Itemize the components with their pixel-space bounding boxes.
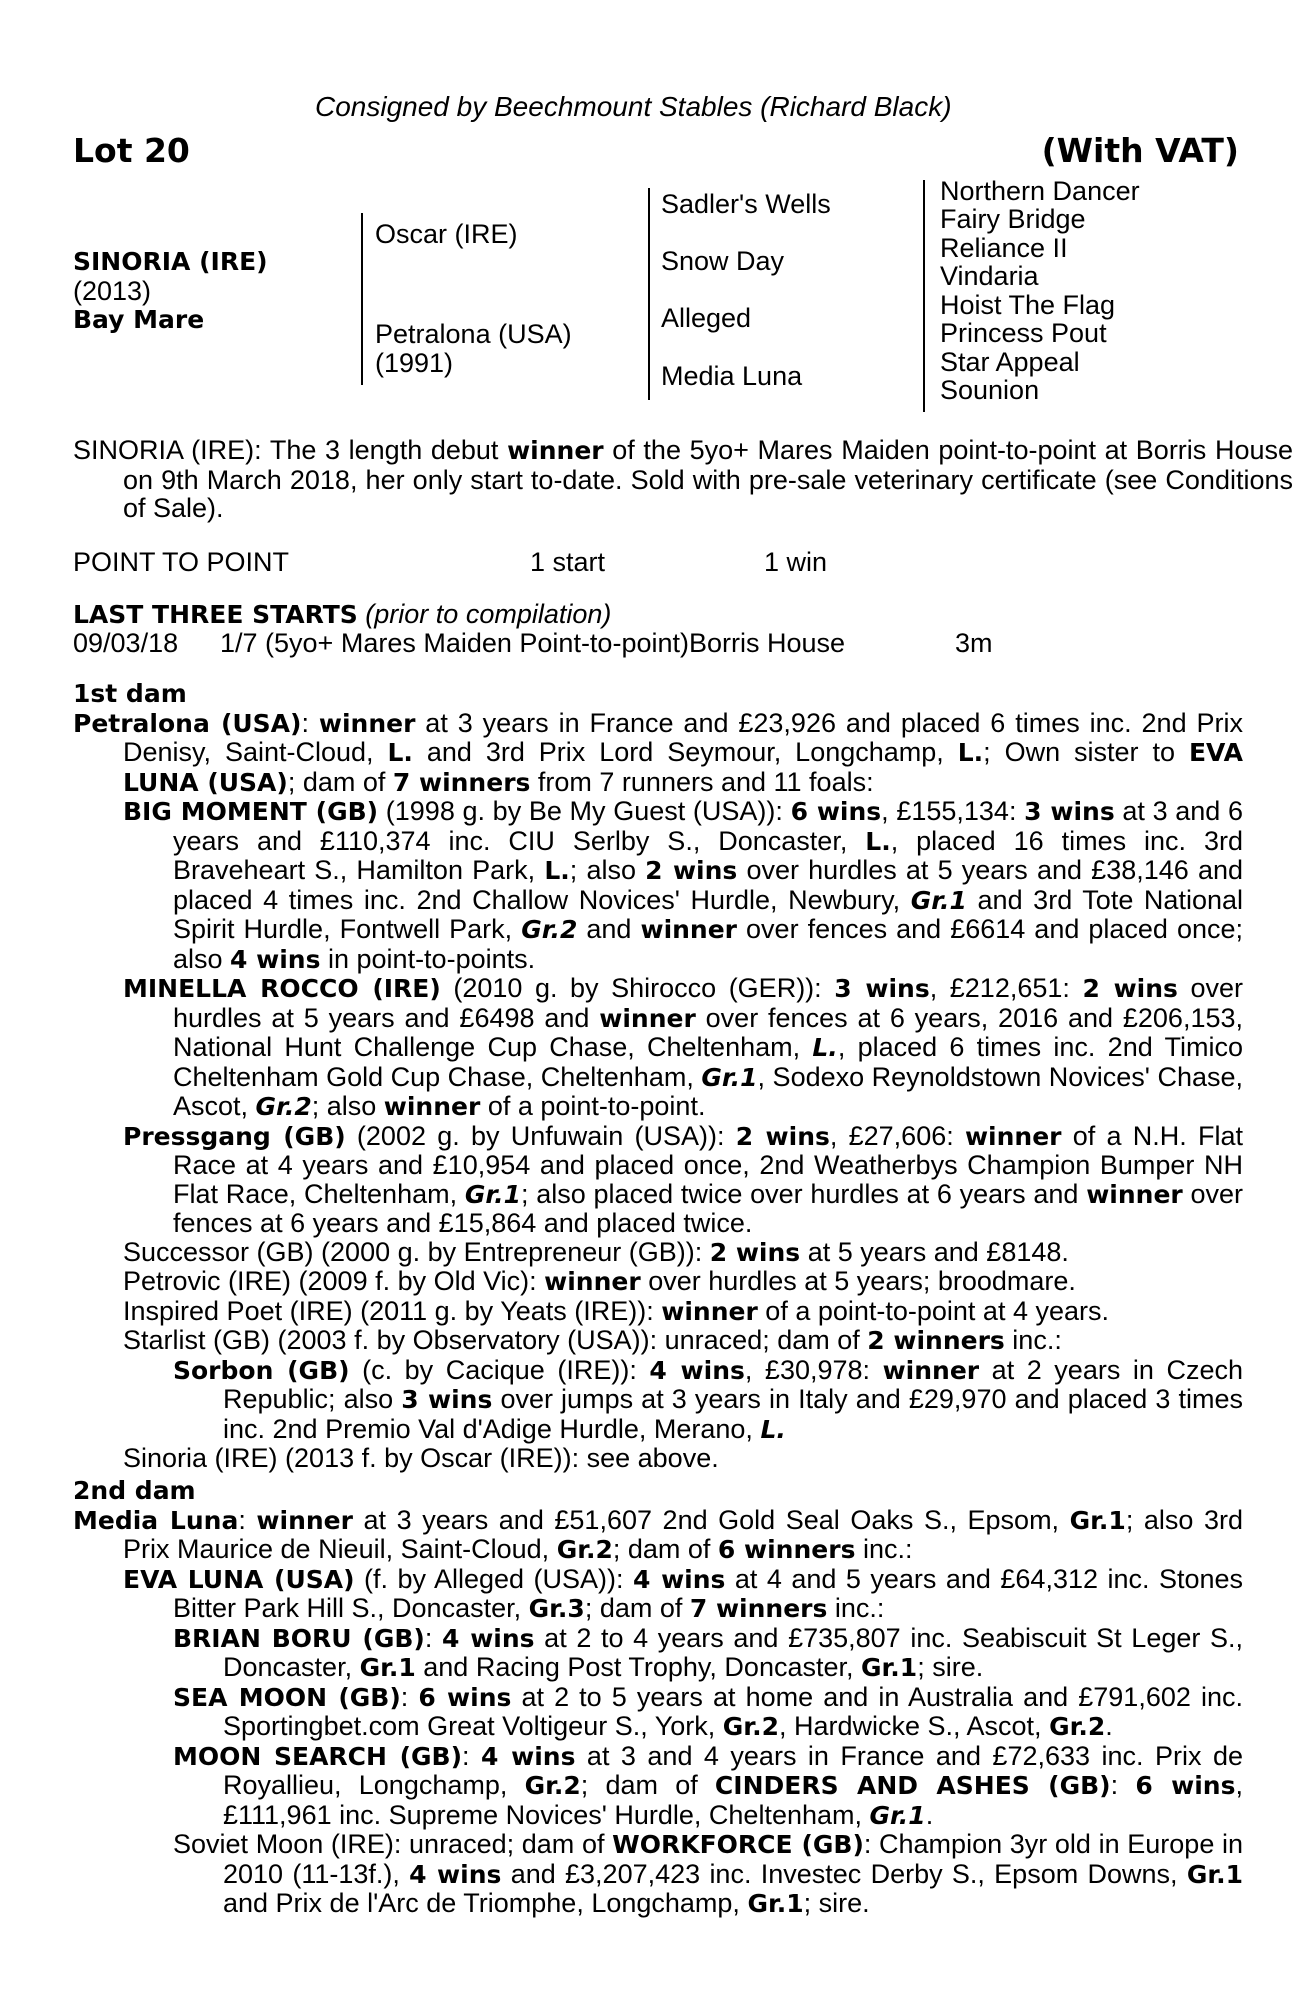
produce-starlist: Starlist (GB) (2003 f. by Observatory (USA)): unraced; dam of 2 winners inc.: bbox=[123, 1325, 1062, 1355]
horse-name: SINORIA (IRE) bbox=[73, 247, 268, 276]
pedigree-gen4-4: Vindaria bbox=[940, 261, 1039, 291]
produce-sorbon: Sorbon (GB) (c. by Cacique (IRE)): 4 wins, £30,978: winner at 2 years in Czech Republic; also 3 wins over jumps at 3 years in Italy and £29,970 and placed 3 times inc. 2nd Premio Val d'Adige Hurdle, Merano, L. bbox=[173, 1354, 1243, 1444]
lot-number: Lot 20 bbox=[73, 131, 190, 170]
vat-label: (With VAT) bbox=[1041, 131, 1239, 170]
produce-moon-search: MOON SEARCH (GB): 4 wins at 3 and 4 years in France and £72,633 inc. Prix de Royallieu, Longchamp, Gr.2; dam of CINDERS AND ASHES (GB): 6 wins, £111,961 inc. Supreme Novices' Hurdle, Cheltenham, Gr.1. bbox=[173, 1740, 1243, 1830]
produce-successor: Successor (GB) (2000 g. by Entrepreneur (GB)): 2 wins at 5 years and £8148. bbox=[123, 1236, 1069, 1267]
first-dam-entry: Petralona (USA): winner at 3 years in France and £23,926 and placed 6 times inc. 2nd Prix Denisy, Saint-Cloud, L. and 3rd Prix Lord Seymour, Longchamp, L.; Own sister to EVA LUNA (USA); dam of 7 winners from 7 runners and 11 foals: bbox=[73, 707, 1244, 797]
pedigree-gen4-8: Sounion bbox=[940, 375, 1040, 405]
pedigree-gen4-5: Hoist The Flag bbox=[940, 290, 1116, 320]
first-dam-section bbox=[73, 680, 1243, 1473]
pedigree-divider-1 bbox=[361, 213, 363, 385]
produce-petrovic: Petrovic (IRE) (2009 f. by Old Vic): winner over hurdles at 5 years; broodmare. bbox=[123, 1266, 1076, 1296]
pedigree-gen3-3: Alleged bbox=[661, 303, 752, 333]
last-three-heading: LAST THREE STARTS (prior to compilation) bbox=[73, 599, 612, 629]
record-label: POINT TO POINT bbox=[73, 547, 290, 577]
pedigree-dam-year: (1991) bbox=[375, 348, 454, 378]
produce-pressgang: Pressgang (GB) (2002 g. by Unfuwain (USA)): 2 wins, £27,606: winner of a N.H. Flat Race at 4 years and £10,954 and placed once, 2nd Weatherbys Champion Bumper NH Flat Race, Cheltenham, Gr.1; also placed twice over hurdles at 6 years and winner over fences at 6 years and £15,864 and placed twice. bbox=[123, 1120, 1243, 1238]
second-dam-section bbox=[73, 1477, 1243, 1919]
last-start-distance: 3m bbox=[955, 628, 993, 658]
produce-minella-rocco: MINELLA ROCCO (IRE) (2010 g. by Shirocco (GER)): 3 wins, £212,651: 2 wins over hurdles at 5 years and £6498 and winner over fences at 6 years, 2016 and £206,153, National Hunt Challenge Cup Chase, Cheltenham, L., placed 6 times inc. 2nd Timico Cheltenham Gold Cup Chase, Cheltenham, Gr.1, Sodexo Reynoldstown Novices' Chase, Ascot, Gr.2; also winner of a point-to-point. bbox=[123, 973, 1244, 1121]
pedigree-gen4-7: Star Appeal bbox=[940, 347, 1080, 377]
second-dam-heading: 2nd dam bbox=[73, 1476, 196, 1505]
pedigree-dam: Petralona (USA) bbox=[375, 319, 572, 349]
summary-paragraph: SINORIA (IRE): The 3 length debut winner of the 5yo+ Mares Maiden point-to-point at Borris House on 9th March 2018, her only start to-date. Sold with pre-sale veterinary certificate (see Conditions of Sale). bbox=[73, 435, 1293, 523]
pedigree-gen3-4: Media Luna bbox=[661, 361, 803, 391]
pedigree-gen4-3: Reliance II bbox=[940, 233, 1068, 263]
produce-eva-luna: EVA LUNA (USA) (f. by Alleged (USA)): 4 wins at 4 and 5 years and £64,312 inc. Stones Bitter Park Hill S., Doncaster, Gr.3; dam of 7 winners inc.: bbox=[123, 1563, 1244, 1623]
second-dam-entry: Media Luna: winner at 3 years and £51,607 2nd Gold Seal Oaks S., Epsom, Gr.1; also 3rd Prix Maurice de Nieuil, Saint-Cloud, Gr.2; dam of 6 winners inc.: bbox=[73, 1504, 1243, 1564]
first-dam-heading: 1st dam bbox=[73, 679, 187, 708]
produce-sea-moon: SEA MOON (GB): 6 wins at 2 to 5 years at home and in Australia and £791,602 inc. Sportingbet.com Great Voltigeur S., York, Gr.2, Hardwicke S., Ascot, Gr.2. bbox=[173, 1681, 1243, 1741]
record-starts: 1 start bbox=[530, 547, 606, 577]
last-start-result: 1/7 (5yo+ Mares Maiden Point-to-point)Borris House bbox=[220, 628, 846, 658]
produce-inspired-poet: Inspired Poet (IRE) (2011 g. by Yeats (IRE)): winner of a point-to-point at 4 years. bbox=[123, 1295, 1109, 1326]
pedigree-gen3-2: Snow Day bbox=[661, 246, 785, 276]
pedigree-divider-2 bbox=[648, 188, 650, 400]
produce-big-moment: BIG MOMENT (GB) (1998 g. by Be My Guest (USA)): 6 wins, £155,134: 3 wins at 3 and 6 years and £110,374 inc. CIU Serlby S., Doncaster, L., placed 16 times inc. 3rd Braveheart S., Hamilton Park, L.; also 2 wins over hurdles at 5 years and £38,146 and placed 4 times inc. 2nd Challow Novices' Hurdle, Newbury, Gr.1 and 3rd Tote National Spirit Hurdle, Fontwell Park, Gr.2 and winner over fences and £6614 and placed once; also 4 wins in point-to-points. bbox=[123, 796, 1244, 974]
produce-soviet-moon: Soviet Moon (IRE): unraced; dam of WORKFORCE (GB): Champion 3yr old in Europe in 2010 (11-13f.), 4 wins and £3,207,423 inc. Investec Derby S., Epsom Downs, Gr.1 and Prix de l'Arc de Triomphe, Longchamp, Gr.1; sire. bbox=[173, 1829, 1244, 1918]
consignor-line: Consigned by Beechmount Stables (Richard Black) bbox=[315, 91, 952, 122]
pedigree-gen4-6: Princess Pout bbox=[940, 318, 1107, 348]
horse-year: (2013) bbox=[73, 276, 152, 306]
pedigree-sire: Oscar (IRE) bbox=[375, 219, 518, 249]
produce-sinoria: Sinoria (IRE) (2013 f. by Oscar (IRE)): see above. bbox=[123, 1443, 719, 1473]
pedigree-gen4-1: Northern Dancer bbox=[940, 176, 1140, 206]
last-start-date: 09/03/18 bbox=[73, 628, 179, 658]
pedigree-divider-3 bbox=[923, 180, 925, 412]
record-wins: 1 win bbox=[764, 547, 828, 577]
pedigree-gen4-2: Fairy Bridge bbox=[940, 204, 1086, 234]
horse-sex: Bay Mare bbox=[73, 305, 205, 334]
produce-brian-boru: BRIAN BORU (GB): 4 wins at 2 to 4 years and £735,807 inc. Seabiscuit St Leger S., Doncaster, Gr.1 and Racing Post Trophy, Doncaster, Gr.1; sire. bbox=[173, 1622, 1243, 1682]
pedigree-gen3-1: Sadler's Wells bbox=[661, 189, 831, 219]
